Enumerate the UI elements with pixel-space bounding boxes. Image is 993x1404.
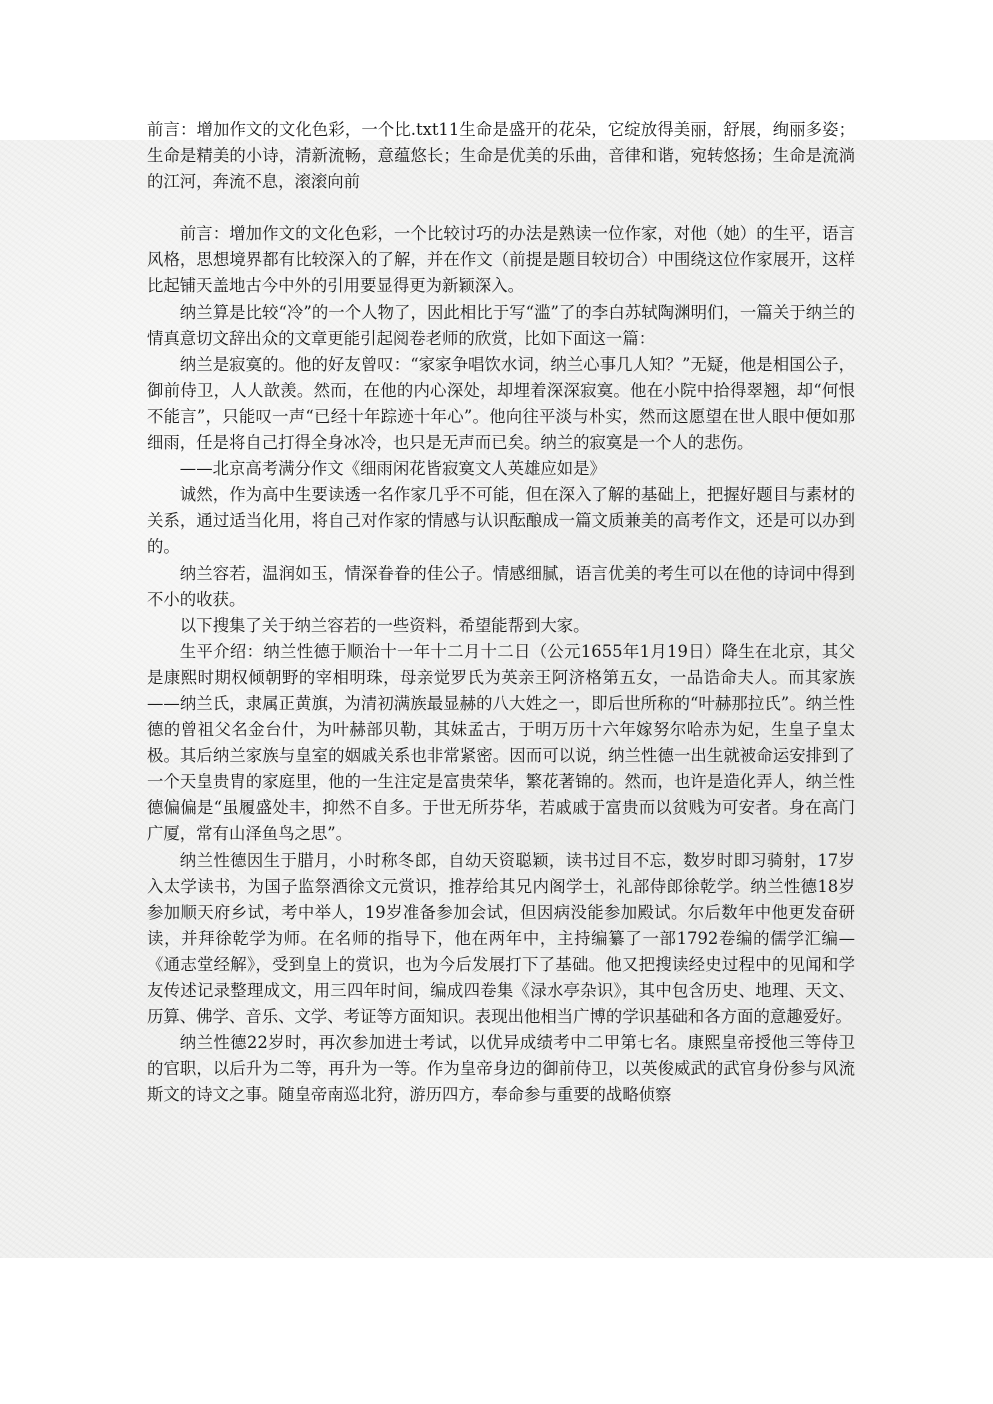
paragraph-education: 纳兰性德因生于腊月，小时称冬郎，自幼天资聪颖，读书过目不忘，数岁时即习骑射，17岁入太学读书，为国子监祭酒徐文元赏识，推荐给其兄内阁学士，礼部侍郎徐乾学。纳兰性德18岁参加顺天府乡试，考中举人，19岁准备参加会试，但因病没能参加殿试。尔后数年中他更发奋研读，并拜徐乾学为师。在名师的指导下，他在两年中，主持编纂了一部1792卷编的儒学汇编—《通志堂经解》，受到皇上的赏识，也为今后发展打下了基础。他又把搜读经史过程中的见闻和学友传述记录整理成文，用三四年时间，编成四卷集《渌水亭杂识》，其中包含历史、地理、天文、历算、佛学、音乐、文学、考证等方面知识。表现出他相当广博的学识基础和各方面的意趣爱好。 [147,850,855,1027]
paragraph-nalan-intro: 纳兰容若，温润如玉，情深眷眷的佳公子。情感细腻，语言优美的考生可以在他的诗词中得到不小的收获。 [147,563,855,609]
paragraph-preface: 前言：增加作文的文化色彩，一个比较讨巧的办法是熟读一位作家，对他（她）的生平，语言风格，思想境界都有比较深入的了解，并在作文（前提是题目较切合）中围绕这位作家展开，这样比起铺天盖地古今中外的引用要显得更为新颖深入。 [147,224,855,296]
paragraph-nalan-cold: 纳兰算是比较“冷”的一个人物了，因此相比于写“滥”了的李白苏轼陶渊明们，一篇关于纳兰的情真意切文辞出众的文章更能引起阅卷老师的欣赏，比如下面这一篇： [147,302,855,348]
paragraph-essay-excerpt: 纳兰是寂寞的。他的好友曾叹：“家家争唱饮水词，纳兰心事几人知？”无疑，他是相国公子，御前侍卫，人人歆羡。然而，在他的内心深处，却埋着深深寂寞。他在小院中拾得翠翘，却“何恨不能言”，只能叹一声“已经十年踪迹十年心”。他向往平淡与朴实，然而这愿望在世人眼中便如那细雨，任是将自己打得全身冰冷，也只是无声而已矣。纳兰的寂寞是一个人的悲伤。 [147,354,855,453]
paragraph-materials-note: 以下搜集了关于纳兰容若的一些资料，希望能帮到大家。 [179,615,590,635]
paragraph-career: 纳兰性德22岁时，再次参加进士考试，以优异成绩考中二甲第七名。康熙皇帝授他三等侍卫的官职，以后升为二等，再升为一等。作为皇帝身边的御前侍卫，以英俊威武的武官身份参与风流斯文的诗文之事。随皇帝南巡北狩，游历四方，奉命参与重要的战略侦察 [147,1033,855,1105]
document-body [147,117,855,1108]
paragraph-biography: 生平介绍：纳兰性德于顺治十一年十二月十二日（公元1655年1月19日）降生在北京，其父是康熙时期权倾朝野的宰相明珠，母亲觉罗氏为英亲王阿济格第五女，一品诰命夫人。而其家族——纳兰氏，隶属正黄旗，为清初满族最显赫的八大姓之一，即后世所称的“叶赫那拉氏”。纳兰性德的曾祖父名金台什，为叶赫部贝勒，其妹孟古，于明万历十六年嫁努尔哈赤为妃，生皇子皇太极。其后纳兰家族与皇室的姻戚关系也非常紧密。因而可以说，纳兰性德一出生就被命运安排到了一个天皇贵胄的家庭里，他的一生注定是富贵荣华，繁花著锦的。然而，也许是造化弄人，纳兰性德偏偏是“虽履盛处丰，抑然不自多。于世无所芬华，若戚戚于富贵而以贫贱为可安者。身在高门广厦，常有山泽鱼鸟之思”。 [147,641,855,844]
paragraph-advice: 诚然，作为高中生要读透一名作家几乎不可能，但在深入了解的基础上，把握好题目与素材的关系，通过适当化用，将自己对作家的情感与认识酝酿成一篇文质兼美的高考作文，还是可以办到的。 [147,485,855,557]
intro-paragraph: 前言：增加作文的文化色彩，一个比.txt11生命是盛开的花朵，它绽放得美丽，舒展，绚丽多姿；生命是精美的小诗，清新流畅，意蕴悠长；生命是优美的乐曲，音律和谐，宛转悠扬；生命是流淌的江河，奔流不息，滚滚向前 [147,120,855,192]
paragraph-essay-source: ——北京高考满分作文《细雨闲花皆寂寞文人英雄应如是》 [179,459,606,479]
